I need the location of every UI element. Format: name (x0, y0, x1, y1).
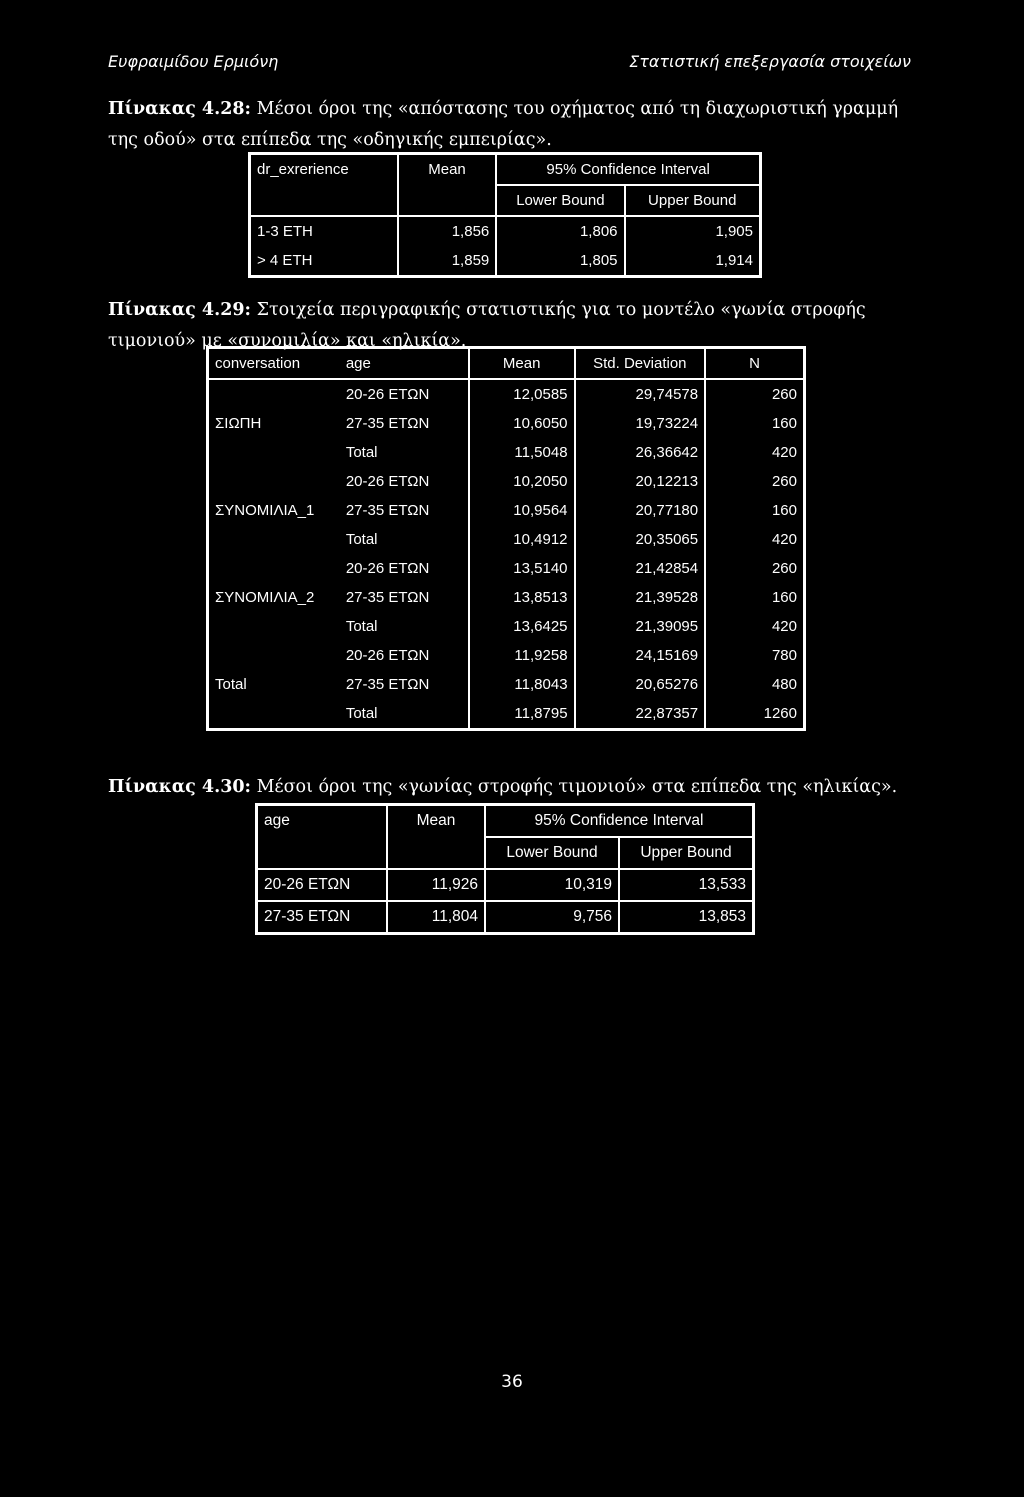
row-conversation (208, 438, 340, 467)
row-conversation: Total (215, 676, 247, 693)
caption-text: Μέσοι όροι της «γωνίας στροφής τιμονιού» στα επίπεδα της «ηλικίας». (256, 777, 898, 797)
row-conversation: ΣΙΩΠΗ (215, 415, 262, 432)
descriptive-stats-table (206, 346, 806, 731)
row-std: 19,73224 (575, 409, 706, 438)
row-upper: 1,914 (715, 252, 753, 269)
row-mean: 11,926 (387, 869, 485, 901)
header-std: Std. Deviation (575, 348, 706, 380)
row-n: 420 (705, 525, 804, 554)
row-conversation (208, 612, 340, 641)
header-mean: Mean (387, 805, 485, 870)
row-lower: 1,806 (496, 216, 624, 246)
header-n: N (705, 348, 804, 380)
table-row (208, 379, 805, 409)
row-mean: 11,9258 (469, 641, 575, 670)
row-mean: 11,8043 (469, 670, 575, 699)
row-age: Total (345, 705, 378, 722)
row-n: 160 (705, 409, 804, 438)
row-mean: 13,8513 (469, 583, 575, 612)
caption-text: Μέσοι όροι της «απόστασης του οχήματος από τη διαχωριστική γραμμή της οδού» στα επίπεδα της «οδηγικής εμπειρίας». (108, 99, 899, 150)
row-n: 260 (705, 379, 804, 409)
row-conversation: ΣΥΝΟΜΙΛΙΑ_1 (215, 502, 315, 519)
row-n: 480 (705, 670, 804, 699)
table-row (208, 496, 805, 525)
row-std: 21,42854 (575, 554, 706, 583)
row-age: 27-35 ΕΤΩΝ (345, 415, 430, 432)
row-group: > 4 ETH (250, 246, 398, 277)
row-std: 21,39528 (575, 583, 706, 612)
row-conversation (208, 467, 340, 496)
row-mean: 10,6050 (469, 409, 575, 438)
row-lower: 10,319 (485, 869, 619, 901)
caption-label: Πίνακας 4.28: (108, 99, 252, 119)
row-mean: 1,856 (398, 216, 497, 246)
row-age: 20-26 ΕΤΩΝ (257, 869, 388, 901)
row-mean: 13,6425 (469, 612, 575, 641)
row-age: Total (345, 444, 378, 461)
row-mean: 13,5140 (469, 554, 575, 583)
header-age: age (340, 348, 469, 380)
header-lower: Lower Bound (496, 185, 624, 216)
row-age: 27-35 ΕΤΩΝ (345, 589, 430, 606)
row-lower: 1,805 (496, 246, 624, 277)
row-mean: 1,859 (398, 246, 497, 277)
header-lower: Lower Bound (485, 837, 619, 869)
header-conversation: conversation (208, 348, 340, 380)
caption-label: Πίνακας 4.30: (108, 777, 252, 797)
row-n: 260 (705, 467, 804, 496)
row-age: 20-26 ΕΤΩΝ (345, 647, 430, 664)
row-upper: 13,853 (619, 901, 754, 934)
row-std: 21,39095 (575, 612, 706, 641)
table-4-30-caption (108, 772, 916, 803)
row-conversation (208, 525, 340, 554)
caption-label: Πίνακας 4.29: (108, 300, 252, 320)
table-row (208, 612, 805, 641)
row-upper: 13,533 (619, 869, 754, 901)
table-row (208, 409, 805, 438)
row-n: 260 (705, 554, 804, 583)
table-4-28-caption (108, 94, 916, 156)
row-n: 420 (705, 438, 804, 467)
row-n: 420 (705, 612, 804, 641)
row-n: 160 (705, 496, 804, 525)
row-n: 160 (705, 583, 804, 612)
row-age: Total (345, 531, 378, 548)
row-std: 20,35065 (575, 525, 706, 554)
row-mean: 11,5048 (469, 438, 575, 467)
row-n: 1260 (705, 699, 804, 730)
row-conversation (208, 641, 340, 670)
row-conversation (208, 554, 340, 583)
row-std: 20,77180 (575, 496, 706, 525)
header-ci: 95% Confidence Interval (496, 154, 760, 186)
table-row (208, 583, 805, 612)
row-age: 27-35 ΕΤΩΝ (345, 502, 430, 519)
row-mean: 10,9564 (469, 496, 575, 525)
header-upper: Upper Bound (619, 837, 754, 869)
row-mean: 11,8795 (469, 699, 575, 730)
header-ci: 95% Confidence Interval (485, 805, 754, 838)
row-age: Total (345, 618, 378, 635)
row-n: 780 (705, 641, 804, 670)
row-conversation: ΣΥΝΟΜΙΛΙΑ_2 (215, 589, 315, 606)
table-row (208, 525, 805, 554)
table-row (208, 467, 805, 496)
row-mean: 12,0585 (469, 379, 575, 409)
header-mean: Mean (428, 161, 466, 178)
row-lower: 9,756 (485, 901, 619, 934)
row-group: 1-3 ETH (250, 216, 398, 246)
row-std: 29,74578 (575, 379, 706, 409)
row-std: 20,65276 (575, 670, 706, 699)
row-std: 24,15169 (575, 641, 706, 670)
row-std: 26,36642 (575, 438, 706, 467)
row-std: 20,12213 (575, 467, 706, 496)
row-conversation (208, 699, 340, 730)
row-age: 27-35 ΕΤΩΝ (257, 901, 388, 934)
row-mean: 11,804 (387, 901, 485, 934)
header-group: dr_exrerience (250, 154, 398, 217)
row-std: 22,87357 (575, 699, 706, 730)
row-mean: 10,4912 (469, 525, 575, 554)
row-age: 27-35 ΕΤΩΝ (345, 676, 430, 693)
header-age: age (264, 812, 290, 829)
table-row (208, 554, 805, 583)
table-row (208, 438, 805, 467)
header-mean: Mean (469, 348, 575, 380)
row-age: 20-26 ΕΤΩΝ (345, 386, 430, 403)
row-mean: 10,2050 (469, 467, 575, 496)
experience-means-table (248, 152, 762, 278)
row-age: 20-26 ΕΤΩΝ (345, 560, 430, 577)
row-age: 20-26 ΕΤΩΝ (345, 473, 430, 490)
row-upper: 1,905 (625, 216, 761, 246)
page-number: 36 (501, 1372, 523, 1392)
table-row (208, 641, 805, 670)
table-row (208, 699, 805, 730)
age-means-table (255, 803, 755, 935)
row-conversation (208, 379, 340, 409)
caption-text: Στοιχεία περιγραφικής στατιστικής για το μοντέλο «γωνία στροφής τιμονιού» με «συνομιλία» και «ηλικία». (108, 300, 866, 351)
header-upper: Upper Bound (625, 185, 761, 216)
header-subject: Στατιστική επεξεργασία στοιχείων (629, 52, 911, 71)
table-row (208, 670, 805, 699)
header-author: Ευφραιμίδου Ερμιόνη (108, 52, 279, 71)
